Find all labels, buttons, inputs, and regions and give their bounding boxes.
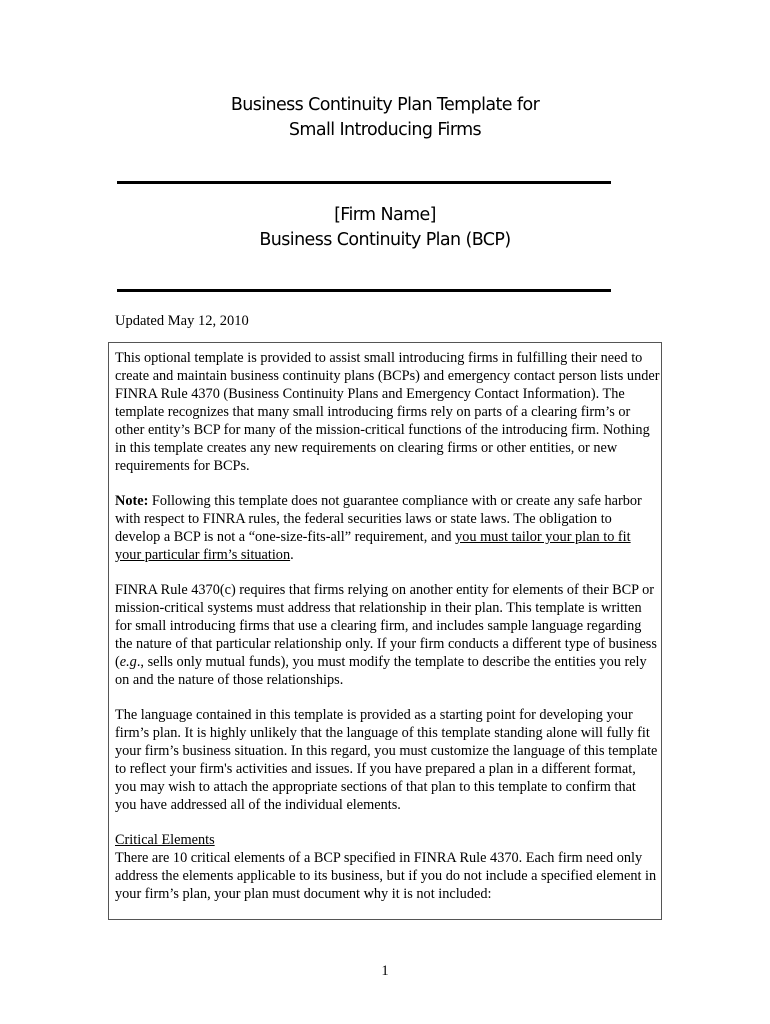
note-end: .	[290, 547, 294, 563]
horizontal-rule-top	[117, 181, 611, 184]
note-text: Following this template does not guarantee compliance with or create any safe harbor with respect to FINRA rules, the federal securities laws or state laws. The obligation to develop a BCP is not a “one-size-fits-all” requirement, and	[115, 493, 642, 545]
updated-date: Updated May 12, 2010	[115, 313, 249, 329]
language-paragraph: The language contained in this template is provided as a starting point for developing your firm’s plan. It is highly unlikely that the language of this template standing alone will fully fit your firm’s business situation. In this regard, you must customize the language of this template to reflect your firm's activities and issues. If you have prepared a plan in a different format, you may wish to attach the appropriate sections of that plan to this template to confirm that you have addressed all of the individual elements.	[115, 707, 658, 813]
note-underlined-text: you must tailor your plan to fit your particular firm’s situation	[115, 529, 631, 563]
critical-elements-section	[115, 831, 660, 903]
firm-name: [Firm Name]	[334, 205, 436, 225]
instructions-box	[108, 342, 662, 920]
title-line-1: Business Continuity Plan Template for	[230, 95, 540, 115]
critical-elements-text: There are 10 critical elements of a BCP specified in FINRA Rule 4370. Each firm need only address the elements applicable to its business, but if you do not include a specified element in your firm’s plan, your plan must document why it is not included:	[115, 850, 657, 902]
rule-text-a: FINRA Rule 4370(c) requires that firms relying on another entity for elements of their BCP or mission-critical systems must address that relationship in their plan. This template is written for small introducing firms that use a clearing firm, and includes sample language regarding the nature of that particular relationship only. If your firm conducts a different type of business (	[115, 582, 657, 670]
rule-text-b: ., sells only mutual funds), you must modify the template to describe the entities you rely on and the nature of those relationships.	[115, 654, 647, 688]
page-number: 1	[381, 963, 389, 979]
title-line-2: Small Introducing Firms	[288, 120, 482, 140]
note-label: Note:	[115, 493, 149, 509]
instructions-text	[115, 349, 660, 903]
rule-4370c-paragraph	[115, 581, 660, 689]
plan-heading	[0, 203, 770, 253]
intro-paragraph: This optional template is provided to assist small introducing firms in fulfilling their need to create and maintain business continuity plans (BCPs) and emergency contact person lists under FINRA Rule 4370 (Business Continuity Plans and Emergency Contact Information). The template recognizes that many small introducing firms rely on parts of a clearing firm’s or other entity’s BCP for many of the mission-critical functions of the introducing firm. Nothing in this template creates any new requirements on clearing firms or other entities, or new requirements for BCPs.	[115, 350, 660, 474]
plan-title: Business Continuity Plan (BCP)	[259, 230, 511, 250]
note-paragraph	[115, 492, 660, 564]
document-title	[0, 93, 770, 143]
critical-elements-heading: Critical Elements	[115, 832, 215, 848]
horizontal-rule-bottom	[117, 289, 611, 292]
eg-italic: e.g	[119, 654, 137, 670]
